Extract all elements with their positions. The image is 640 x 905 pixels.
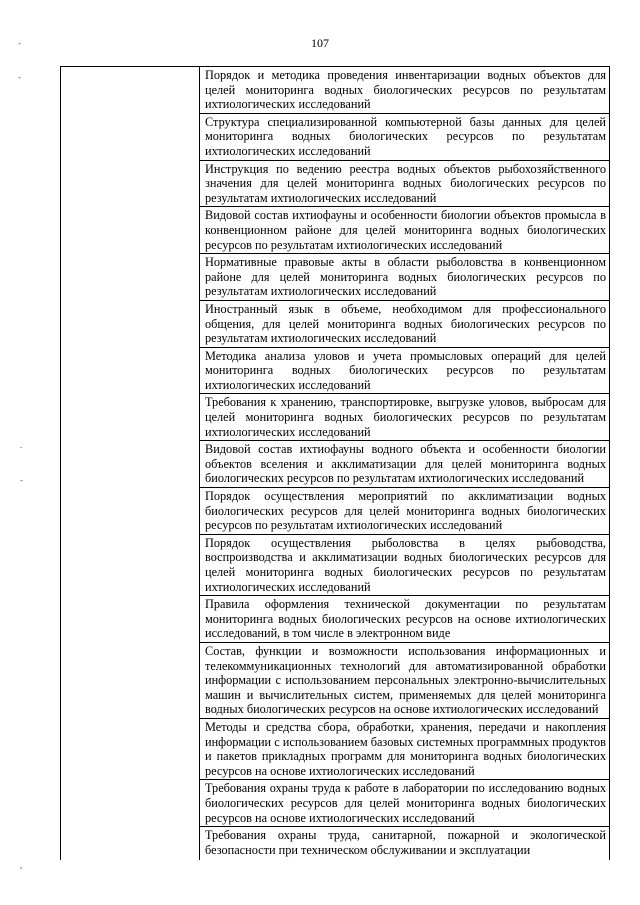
table-row: Видовой состав ихтиофауны и особенности биологии объектов промысла в конвенционном районе для целей мониторинга водных биологических ресурсов по результатам ихтиологических исследований	[200, 207, 610, 254]
table-row: Состав, функции и возможности использования информационных и телекоммуникационных технологий для автоматизированной обработки информации с использованием персональных электронно-вычислительных машин и вычислительных систем, применяемых для целей мониторинга водных биологических ресурсов на основе ихтиологических исследований	[200, 643, 610, 719]
table-row: Порядок и методика проведения инвентаризации водных объектов для целей мониторинга водных биологических ресурсов по результатам ихтиологических исследований	[200, 67, 610, 114]
table-row: Порядок осуществления рыболовства в целях рыбоводства, воспроизводства и акклиматизации водных биологических ресурсов для целей мониторинга водных биологических ресурсов по результатам ихтиологических исследований	[200, 535, 610, 596]
table-row: Инструкция по ведению реестра водных объектов рыбохозяйственного значения для целей мониторинга водных биологических ресурсов по результатам ихтиологических исследований	[200, 161, 610, 208]
margin-mark: -	[18, 38, 21, 48]
table-row: Структура специализированной компьютерной базы данных для целей мониторинга водных биологических ресурсов по результатам ихтиологических исследований	[200, 114, 610, 161]
table-row: Методика анализа уловов и учета промысловых операций для целей мониторинга водных биологических ресурсов по результатам ихтиологических исследований	[200, 348, 610, 395]
table-row: Требования охраны труда, санитарной, пожарной и экологической безопасности при техническом обслуживании и эксплуатации	[200, 827, 610, 860]
table-row: Требования охраны труда к работе в лаборатории по исследованию водных биологических ресурсов для целей мониторинга водных биологических ресурсов на основе ихтиологических исследований	[200, 780, 610, 827]
table-row: Нормативные правовые акты в области рыболовства в конвенционном районе для целей мониторинга водных биологических ресурсов по результатам ихтиологических исследований	[200, 254, 610, 301]
margin-mark: ,	[20, 860, 23, 870]
table-left-column	[61, 67, 200, 860]
margin-mark: .	[20, 440, 23, 450]
table-row: Правила оформления технической документации по результатам мониторинга водных биологических ресурсов на основе ихтиологических исследований, в том числе в электронном виде	[200, 596, 610, 643]
table-row: Требования к хранению, транспортировке, выгрузке уловов, выбросам для целей мониторинга водных биологических ресурсов по результатам ихтиологических исследований	[200, 394, 610, 441]
table-row: Порядок осуществления мероприятий по акклиматизации водных биологических ресурсов для целей мониторинга водных биологических ресурсов по результатам ихтиологических исследований	[200, 488, 610, 535]
margin-mark: -	[20, 475, 23, 485]
page-number: 107	[311, 36, 329, 50]
margin-mark: -	[18, 72, 21, 82]
knowledge-table	[60, 66, 610, 860]
table-row: Иностранный язык в объеме, необходимом для профессионального общения, для целей мониторинга водных биологических ресурсов по результатам ихтиологических исследований	[200, 301, 610, 348]
table-row: Видовой состав ихтиофауны водного объекта и особенности биологии объектов вселения и акклиматизации для целей мониторинга водных биологических ресурсов по результатам ихтиологических исследований	[200, 441, 610, 488]
table-row: Методы и средства сбора, обработки, хранения, передачи и накопления информации с использованием базовых системных программных продуктов и пакетов прикладных программ для мониторинга водных биологических ресурсов на основе ихтиологических исследований	[200, 719, 610, 780]
table-right-column	[200, 67, 610, 860]
